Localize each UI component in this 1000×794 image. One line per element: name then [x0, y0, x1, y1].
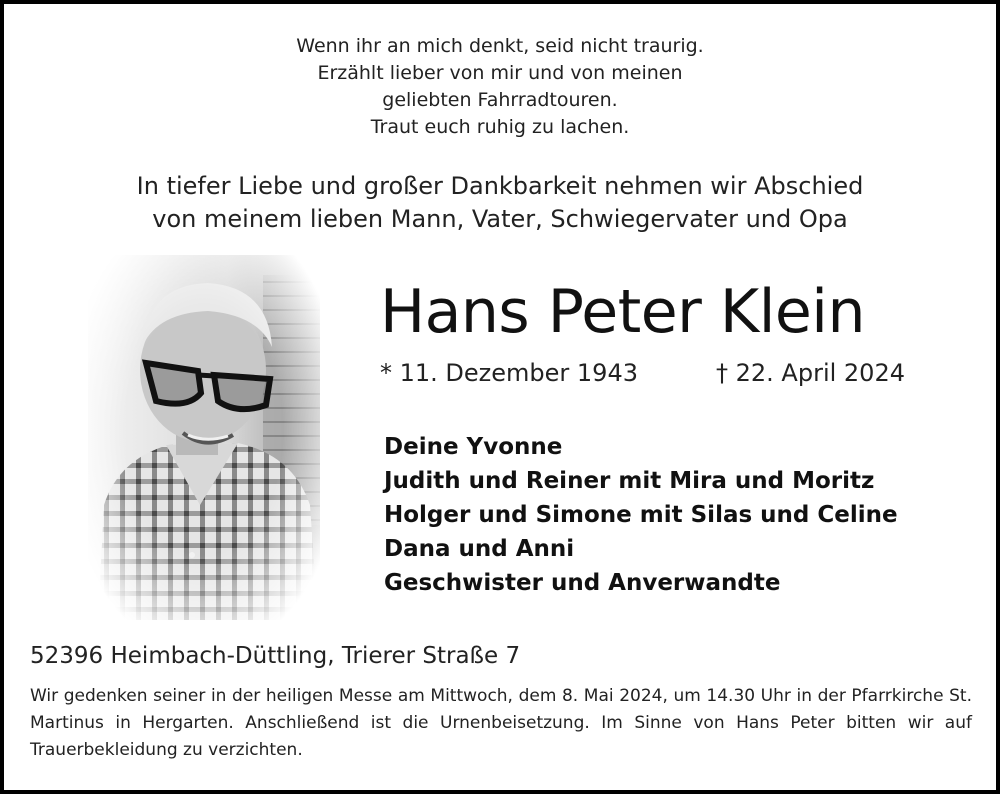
mourner-line: Deine Yvonne: [384, 434, 563, 460]
farewell-intro: [0, 170, 1000, 236]
family-address: 52396 Heimbach-Düttling, Trierer Straße 7: [30, 643, 521, 669]
deceased-name: Hans Peter Klein: [380, 277, 866, 347]
quote-line: Wenn ihr an mich denkt, seid nicht traurig.: [296, 35, 704, 57]
portrait-photo: [88, 255, 320, 620]
memorial-quote: [0, 33, 1000, 141]
mourner-line: Dana und Anni: [384, 536, 575, 562]
mourner-line: Holger und Simone mit Silas und Celine: [384, 502, 898, 528]
intro-line: von meinem lieben Mann, Vater, Schwiegervater und Opa: [152, 205, 848, 233]
quote-line: Erzählt lieber von mir und von meinen: [317, 62, 683, 84]
birth-date: * 11. Dezember 1943: [380, 359, 638, 387]
mourners-list: [384, 430, 898, 600]
intro-line: In tiefer Liebe und großer Dankbarkeit nehmen wir Abschied: [136, 172, 864, 200]
mourner-line: Judith und Reiner mit Mira und Moritz: [384, 468, 875, 494]
service-announcement: Wir gedenken seiner in der heiligen Messe am Mittwoch, dem 8. Mai 2024, um 14.30 Uhr in der Pfarrkirche St. Martinus in Hergarten. Anschließend ist die Urnenbeisetzung. Im Sinne von Hans Peter bitten wir auf Trauerbekleidung zu verzichten.: [30, 686, 972, 760]
quote-line: Traut euch ruhig zu lachen.: [370, 116, 630, 138]
death-date: † 22. April 2024: [716, 359, 905, 387]
mourner-line: Geschwister und Anverwandte: [384, 570, 781, 596]
quote-line: geliebten Fahrradtouren.: [382, 89, 618, 111]
